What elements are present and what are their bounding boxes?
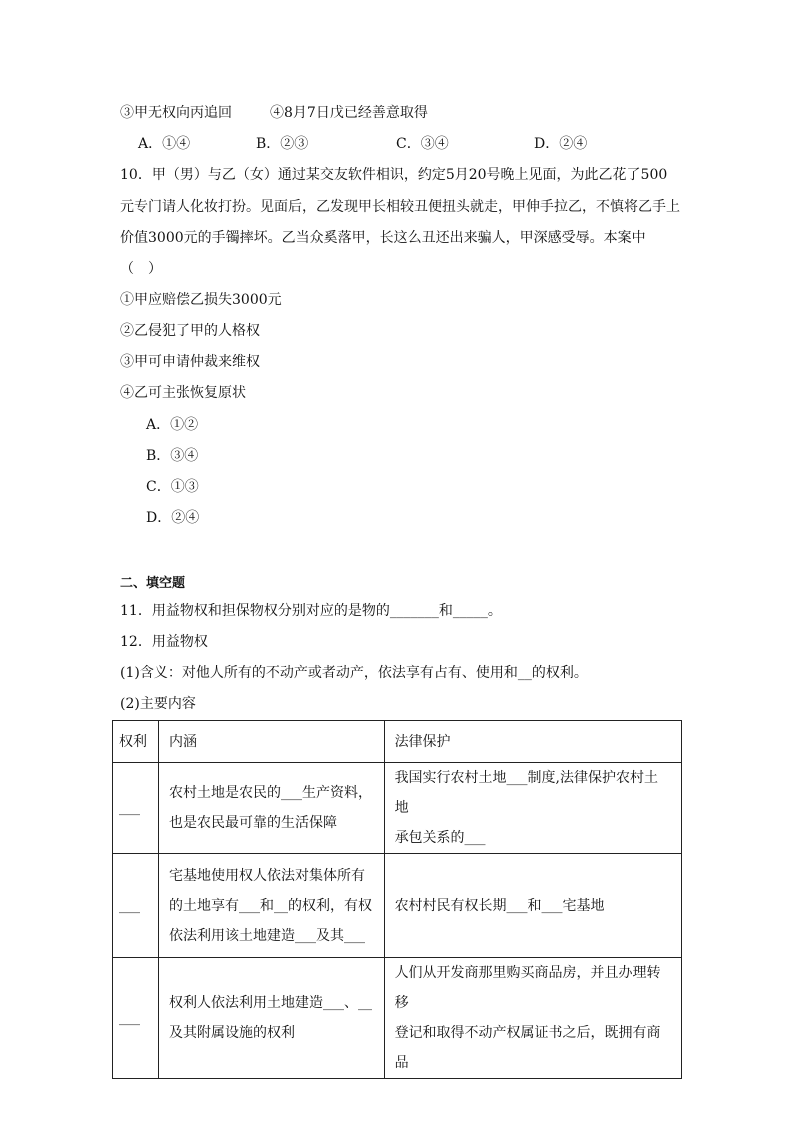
row2-meaning-line-2: 的土地享有___和__的权利，有权 — [168, 897, 372, 914]
q10-stem-line-3: 价值3000元的手镯摔坏。乙当众奚落甲，长这么丑还出来骗人，甲深感受辱。本案中 — [120, 230, 646, 246]
row1-meaning — [158, 763, 384, 854]
q10-answer-bracket: （ ） — [120, 261, 162, 277]
q9-item-4: ④8月7日戊已经善意取得 — [270, 105, 428, 121]
q12-title: 12．用益物权 — [120, 634, 208, 650]
row2-meaning-line-3: 依法利用该土地建造___及其___ — [168, 927, 365, 944]
header-right: 权利 — [113, 721, 159, 763]
q10-option-d: D．②④ — [146, 510, 200, 526]
row3-meaning — [158, 958, 384, 1079]
q10-stem-line-1: 10．甲（男）与乙（女）通过某交友软件相识，约定5月20号晚上见面，为此乙花了500 — [120, 167, 668, 183]
q9-option-c: C．③④ — [396, 136, 449, 152]
row1-protection-line-1: 我国实行农村土地___制度,法律保护农村土地 — [394, 770, 659, 816]
row1-meaning-line-2: 也是农民最可靠的生活保障 — [168, 815, 337, 831]
row2-meaning — [158, 854, 384, 958]
q10-item-2: ②乙侵犯了甲的人格权 — [120, 323, 260, 339]
row2-meaning-line-1: 宅基地使用权人依法对集体所有 — [168, 867, 365, 884]
row3-right-blank: ___ — [113, 958, 159, 1079]
row3-meaning-line-1: 权利人依法利用土地建造___、__ — [168, 995, 372, 1011]
table-header-row — [113, 721, 682, 763]
row3-protection-line-1: 人们从开发商那里购买商品房，并且办理转移 — [394, 965, 661, 1011]
q11-text: 11．用益物权和担保物权分别对应的是物的_______和_____。 — [120, 603, 502, 619]
table-row — [113, 763, 682, 854]
q9-item-3: ③甲无权向丙追回 — [120, 105, 232, 121]
header-meaning: 内涵 — [158, 721, 384, 763]
row2-right-blank: ___ — [113, 854, 159, 958]
row3-protection-line-2: 登记和取得不动产权属证书之后，既拥有商品 — [394, 1025, 661, 1071]
section-heading: 二、填空题 — [120, 576, 186, 591]
row1-meaning-line-1: 农村土地是农民的___生产资料， — [168, 785, 372, 801]
q12-meaning: (1)含义：对他人所有的不动产或者动产，依法享有占有、使用和__的权利。 — [120, 665, 588, 681]
q12-main-content: (2)主要内容 — [120, 696, 196, 712]
row3-meaning-line-2: 及其附属设施的权利 — [168, 1025, 295, 1041]
q10-item-1: ①甲应赔偿乙损失3000元 — [120, 292, 282, 308]
row1-right-blank: ___ — [113, 763, 159, 854]
q10-option-b: B．③④ — [146, 448, 199, 464]
usufruct-rights-table — [112, 720, 682, 1079]
q9-option-d: D．②④ — [534, 136, 588, 152]
header-protection: 法律保护 — [384, 721, 681, 763]
q10-stem-line-2: 元专门请人化妆打扮。见面后，乙发现甲长相较丑便扭头就走，甲伸手拉乙，不慎将乙手上 — [120, 199, 680, 215]
q10-item-4: ④乙可主张恢复原状 — [120, 385, 246, 401]
row1-protection-line-2: 承包关系的___ — [394, 830, 486, 846]
q10-item-3: ③甲可申请仲裁来维权 — [120, 354, 260, 370]
table-row — [113, 958, 682, 1079]
table-row — [113, 854, 682, 958]
row3-protection — [384, 958, 681, 1079]
row1-protection — [384, 763, 681, 854]
row2-protection-line-1: 农村村民有权长期___和___宅基地 — [394, 897, 605, 914]
q9-option-b: B．②③ — [256, 136, 309, 152]
q10-option-c: C．①③ — [146, 479, 199, 495]
q9-option-a: A．①④ — [138, 136, 191, 152]
row2-protection — [384, 854, 681, 958]
q10-option-a: A．①② — [146, 417, 199, 433]
